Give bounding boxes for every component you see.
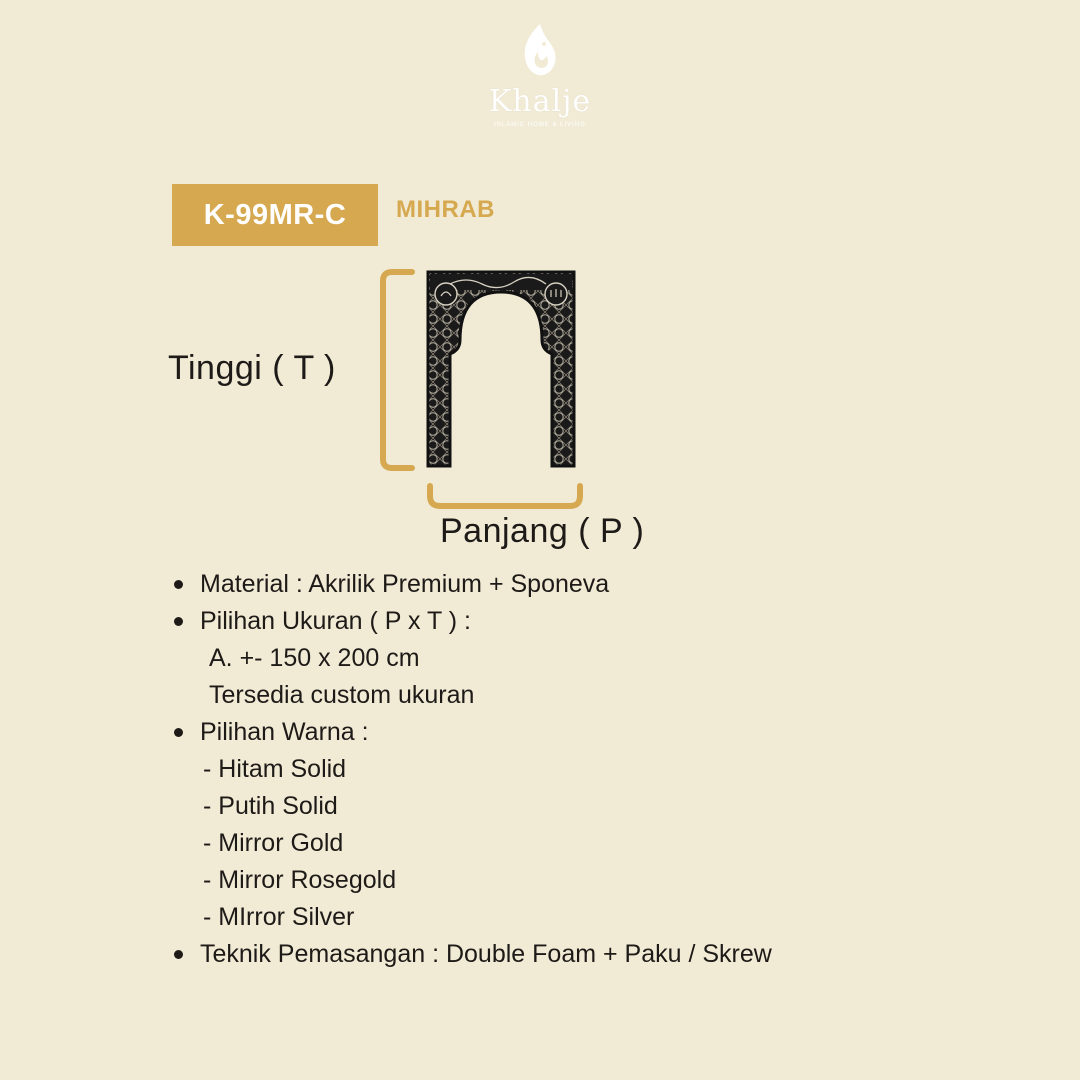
product-name: MIHRAB (396, 196, 495, 223)
bullet-icon (174, 617, 183, 626)
spec-material (172, 566, 772, 603)
product-code-badge: K-99MR-C (172, 184, 378, 246)
brand-tagline: ISLAMIC HOME & LIVING (494, 122, 586, 128)
size-option: Tersedia custom ukuran (209, 681, 475, 709)
height-label: Tinggi ( T ) (168, 349, 336, 387)
spec-installation-text: Teknik Pemasangan : Double Foam + Paku / Skrew (200, 940, 772, 968)
height-bracket (378, 268, 418, 472)
spec-size (172, 603, 772, 640)
flame-icon (518, 22, 562, 82)
spec-material-text: Material : Akrilik Premium + Sponeva (200, 570, 610, 598)
color-option: - Putih Solid (203, 792, 338, 820)
color-option: - MIrror Silver (203, 903, 355, 931)
bullet-icon (174, 580, 183, 589)
width-label: Panjang ( P ) (440, 512, 645, 550)
width-bracket (426, 482, 584, 514)
size-option: A. +- 150 x 200 cm (209, 644, 420, 672)
spec-color (172, 714, 772, 751)
spec-size-heading: Pilihan Ukuran ( P x T ) : (200, 607, 471, 635)
brand-logo (480, 22, 600, 134)
brand-name: Khalje (488, 84, 592, 119)
spec-installation (172, 936, 772, 973)
color-option: - Mirror Rosegold (203, 866, 397, 894)
mihrab-illustration (426, 270, 578, 470)
color-option: - Hitam Solid (203, 755, 347, 783)
spec-color-heading: Pilihan Warna : (200, 718, 369, 746)
bullet-icon (174, 950, 183, 959)
bullet-icon (174, 728, 183, 737)
color-option: - Mirror Gold (203, 829, 344, 857)
spec-list (172, 566, 772, 973)
